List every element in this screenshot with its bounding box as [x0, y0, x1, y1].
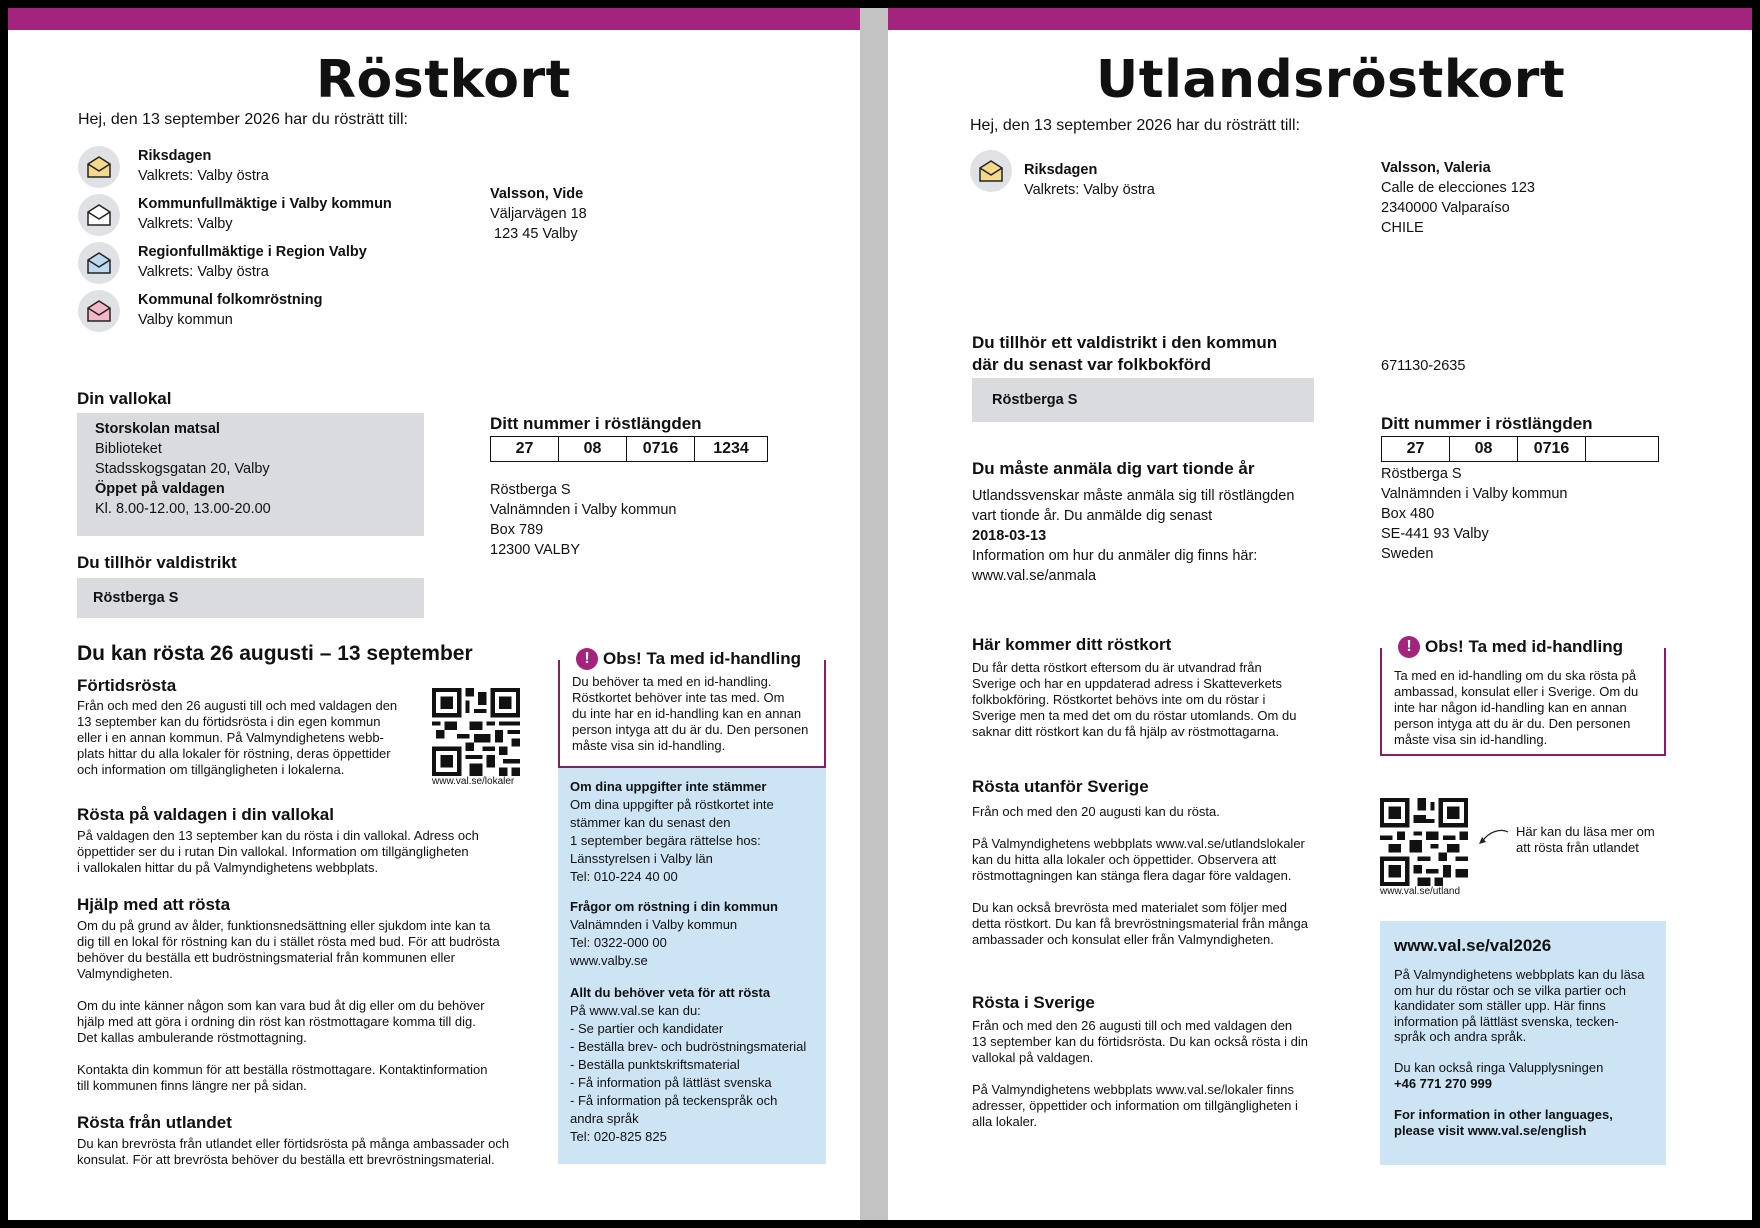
section-heading: Här kommer ditt röstkort	[972, 635, 1172, 654]
vallokal-open-heading: Öppet på valdagen	[95, 481, 225, 497]
right-page	[888, 8, 1752, 1220]
id-notice-body: Ta med en id-handling om du ska rösta på ambassad, konsulat eller i Sverige. Om du inte har någon id-handling kan en annan person intyga att du är du. Den personen måste visa sin id-handling.	[1394, 668, 1639, 747]
recipient-address	[490, 184, 587, 244]
roll-cell: 1234	[713, 440, 749, 457]
election-detail: Valkrets: Valby östra	[138, 168, 269, 184]
envelope-blue-icon	[78, 242, 120, 284]
register-heading: Du måste anmäla dig vart tionde år	[972, 459, 1255, 478]
election-name: Kommunal folkomröstning	[138, 292, 323, 308]
section-heading: Rösta i Sverige	[972, 993, 1095, 1012]
roll-number-table	[490, 436, 768, 462]
election-detail: Valkrets: Valby östra	[1024, 182, 1155, 198]
vallokal-hours: Kl. 8.00-12.00, 13.00-20.00	[95, 501, 271, 517]
arrow-icon	[1476, 826, 1510, 848]
roll-cell	[1586, 437, 1658, 461]
district-box: Röstberga S	[972, 378, 1314, 422]
section-heading: Förtidsrösta	[77, 676, 177, 695]
district-box: Röstberga S	[77, 578, 424, 618]
id-notice-heading: Obs! Ta med id-handling	[603, 649, 802, 668]
info-body: På Valmyndighetens webbplats kan du läsa om hur du röstar och se vilka partier och kandidater som ställer upp. Här finns information på lättläst svenska, tecken- språk och andra språk. Du kan också ringa Valupplysningen	[1394, 967, 1645, 1075]
roll-cell: 0716	[627, 437, 695, 461]
info-box	[1380, 921, 1666, 1165]
recipient-name: Valsson, Valeria	[1381, 160, 1491, 176]
return-line: SE-441 93 Valby	[1381, 526, 1489, 542]
election-detail: Valby kommun	[138, 312, 233, 328]
info-heading: Frågor om röstning i din kommun	[570, 899, 778, 914]
recipient-city: 2340000 Valparaíso	[1381, 200, 1510, 216]
section-body: Du får detta röstkort eftersom du är utvandrad från Sverige och har en uppdaterad adress i Skatteverkets folkbokföring. Röstkortet behövs inte om du röstar i Sverige men ta med det om du röstar utomlands. Om du saknar ditt röstkort kan du få hjälp av röstmottagarna.	[972, 660, 1297, 739]
return-line: 12300 VALBY	[490, 542, 581, 558]
id-notice-heading: Obs! Ta med id-handling	[1425, 637, 1624, 656]
return-line: Röstberga S	[490, 482, 571, 498]
section-heading: Rösta utanför Sverige	[972, 777, 1149, 796]
return-address	[490, 480, 676, 560]
section-body: Från och med den 26 augusti till och med valdagen den 13 september kan du förtidsrösta i din egen kommun eller i en annan kommun. På Valmyndighetens webb- plats hittar du alla lokaler för röstning, deras öppettider och information om tillgängligheten i lokalerna.	[77, 698, 398, 777]
envelope-yellow-icon	[78, 146, 120, 188]
info-footer: For information in other languages, please visit www.val.se/english	[1394, 1107, 1613, 1138]
roll-heading: Ditt nummer i röstlängden	[1381, 414, 1593, 433]
info-phone: +46 771 270 999	[1394, 1075, 1492, 1091]
election-name: Kommunfullmäktige i Valby kommun	[138, 196, 392, 212]
recipient-name: Valsson, Vide	[490, 186, 584, 202]
info-heading: Allt du behöver veta för att rösta	[570, 985, 771, 1000]
qr-note: Här kan du läsa mer om att rösta från utlandet	[1516, 824, 1655, 855]
vallokal-box	[77, 413, 424, 536]
roll-cell: 0716	[1518, 437, 1586, 461]
election-detail: Valkrets: Valby	[138, 216, 233, 232]
info-body: Valnämnden i Valby kommun Tel: 0322-000 00 www.valby.se	[570, 917, 738, 968]
page-title: Utlandsröstkort	[1096, 50, 1566, 110]
info-heading: Om dina uppgifter inte stämmer	[570, 779, 767, 794]
section-body: På valdagen den 13 september kan du rösta i din vallokal. Adress och öppettider ser du i rutan Din vallokal. Information om tillgängligheten i vallokalen hittar du på Valmyndighetens webbplats.	[77, 828, 479, 875]
envelope-pink-icon	[78, 290, 120, 332]
greeting: Hej, den 13 september 2026 har du rösträtt till:	[78, 111, 408, 128]
district-heading: Du tillhör ett valdistrikt i den kommun där du senast var folkbokförd	[972, 333, 1278, 374]
id-notice-box	[558, 649, 826, 768]
accent-bar	[888, 8, 1752, 30]
info-body: Om dina uppgifter på röstkortet inte stämmer kan du senast den 1 september begära rättelse hos: Länsstyrelsen i Valby län Tel: 010-224 40 00	[570, 797, 774, 884]
envelope-white-icon	[78, 194, 120, 236]
roll-heading: Ditt nummer i röstlängden	[490, 414, 702, 433]
recipient-city: 123 45 Valby	[490, 226, 578, 242]
qr-caption: www.val.se/lokaler	[432, 776, 515, 787]
section-heading: Hjälp med att rösta	[77, 895, 231, 914]
vallokal-line: Biblioteket	[95, 441, 162, 457]
id-notice-box	[1380, 637, 1666, 756]
recipient-address	[1381, 158, 1535, 238]
return-line: Röstberga S	[1381, 466, 1462, 482]
register-text	[972, 486, 1312, 586]
left-page	[8, 8, 860, 1220]
roll-number-table	[1381, 436, 1659, 462]
recipient-street: Väljarvägen 18	[490, 206, 587, 222]
qr-code[interactable]	[432, 688, 520, 776]
exclamation-icon: !	[1398, 636, 1420, 658]
return-line: Box 789	[490, 522, 544, 538]
qr-caption: www.val.se/utland	[1380, 886, 1461, 897]
page-title: Röstkort	[316, 50, 571, 110]
section-body: Från och med den 20 augusti kan du rösta. På Valmyndighetens webbplats www.val.se/utlandslokaler kan du hitta alla lokaler och öppettider. Observera att röstmottagningen kan stänga flera dagar före valdagen. Du kan också brevrösta med materialet som följer med detta röstkort. Du kan få brevröstningsmaterial från många ambassader och konsulat eller från Valmyndigheten.	[972, 804, 1308, 947]
district-heading: Du tillhör valdistrikt	[77, 553, 237, 572]
roll-cell: 08	[1450, 437, 1518, 461]
greeting: Hej, den 13 september 2026 har du rösträtt till:	[970, 117, 1300, 134]
return-line: Box 480	[1381, 506, 1435, 522]
register-date: 2018-03-13	[972, 528, 1047, 544]
info-heading: www.val.se/val2026	[1394, 936, 1552, 955]
return-line: Valnämnden i Valby kommun	[490, 502, 677, 518]
election-name: Regionfullmäktige i Region Valby	[138, 244, 367, 260]
section-body: Du kan brevrösta från utlandet eller förtidsrösta på många ambassader och konsulat. För att brevrösta behöver du beställa ett brevröstningsmaterial.	[77, 1136, 510, 1167]
info-box	[558, 768, 826, 1164]
vallokal-heading: Din vallokal	[77, 389, 172, 408]
qr-code[interactable]	[1380, 798, 1468, 886]
exclamation-icon: !	[576, 648, 598, 670]
recipient-street: Calle de elecciones 123	[1381, 180, 1535, 196]
person-number: 671130-2635	[1381, 358, 1466, 374]
register-body: Utlandssvenskar måste anmäla sig till röstlängden vart tionde år. Du anmälde dig senast	[972, 488, 1295, 524]
envelope-yellow-icon	[970, 150, 1012, 192]
election-detail: Valkrets: Valby östra	[138, 264, 269, 280]
info-body: På www.val.se kan du: - Se partier och kandidater - Beställa brev- och budröstningsmaterial - Beställa punktskriftsmaterial - Få information på lättläst svenska - Få information på teckenspråk och andra språk Tel: 020-825 825	[570, 1003, 807, 1144]
section-heading: Rösta från utlandet	[77, 1113, 232, 1132]
roll-cell: 08	[559, 437, 627, 461]
roll-cell: 27	[1382, 437, 1450, 461]
recipient-country: CHILE	[1381, 220, 1424, 236]
vote-period-heading: Du kan rösta 26 augusti – 13 september	[77, 642, 473, 665]
section-body: Från och med den 26 augusti till och med valdagen den 13 september kan du förtidsrösta. Du kan också rösta i din vallokal på valdagen. På Valmyndighetens webbplats www.val.se/lokaler finns adresser, öppettider och information om tillgängligheten i alla lokaler.	[972, 1018, 1309, 1129]
register-info: Information om hur du anmäler dig finns här: www.val.se/anmala	[972, 548, 1258, 584]
section-body: Om du på grund av ålder, funktionsnedsättning eller sjukdom inte kan ta dig till en lokal för röstning kan du i stället rösta med bud. För att budrösta behöver du beställa ett budröstningsmaterial från kommunen eller Valmyndigheten. Om du inte känner någon som kan vara bud åt dig eller om du behöver hjälp med att göra i ordning din röst kan röstmottagare komma till dig. Det kallas ambulerande röstmottagning. Kontakta din kommun för att beställa röstmottagare. Kontaktinformation till kommunen finns längre ner på sidan.	[77, 918, 500, 1093]
vallokal-address: Stadsskogsgatan 20, Valby	[95, 461, 270, 477]
accent-bar	[8, 8, 860, 30]
election-name: Riksdagen	[138, 148, 212, 164]
return-line: Sweden	[1381, 546, 1434, 562]
section-heading: Rösta på valdagen i din vallokal	[77, 805, 334, 824]
page-gutter	[860, 8, 888, 1220]
roll-cell: 27	[491, 437, 559, 461]
return-line: Valnämnden i Valby kommun	[1381, 486, 1568, 502]
vallokal-name: Storskolan matsal	[95, 421, 220, 437]
election-name: Riksdagen	[1024, 162, 1098, 178]
return-address	[1381, 464, 1567, 564]
id-notice-body: Du behöver ta med en id-handling. Röstkortet behöver inte tas med. Om du inte har en id-handling kan en annan person intyga att du är du. Den personen måste visa sin id-handling.	[572, 674, 809, 753]
